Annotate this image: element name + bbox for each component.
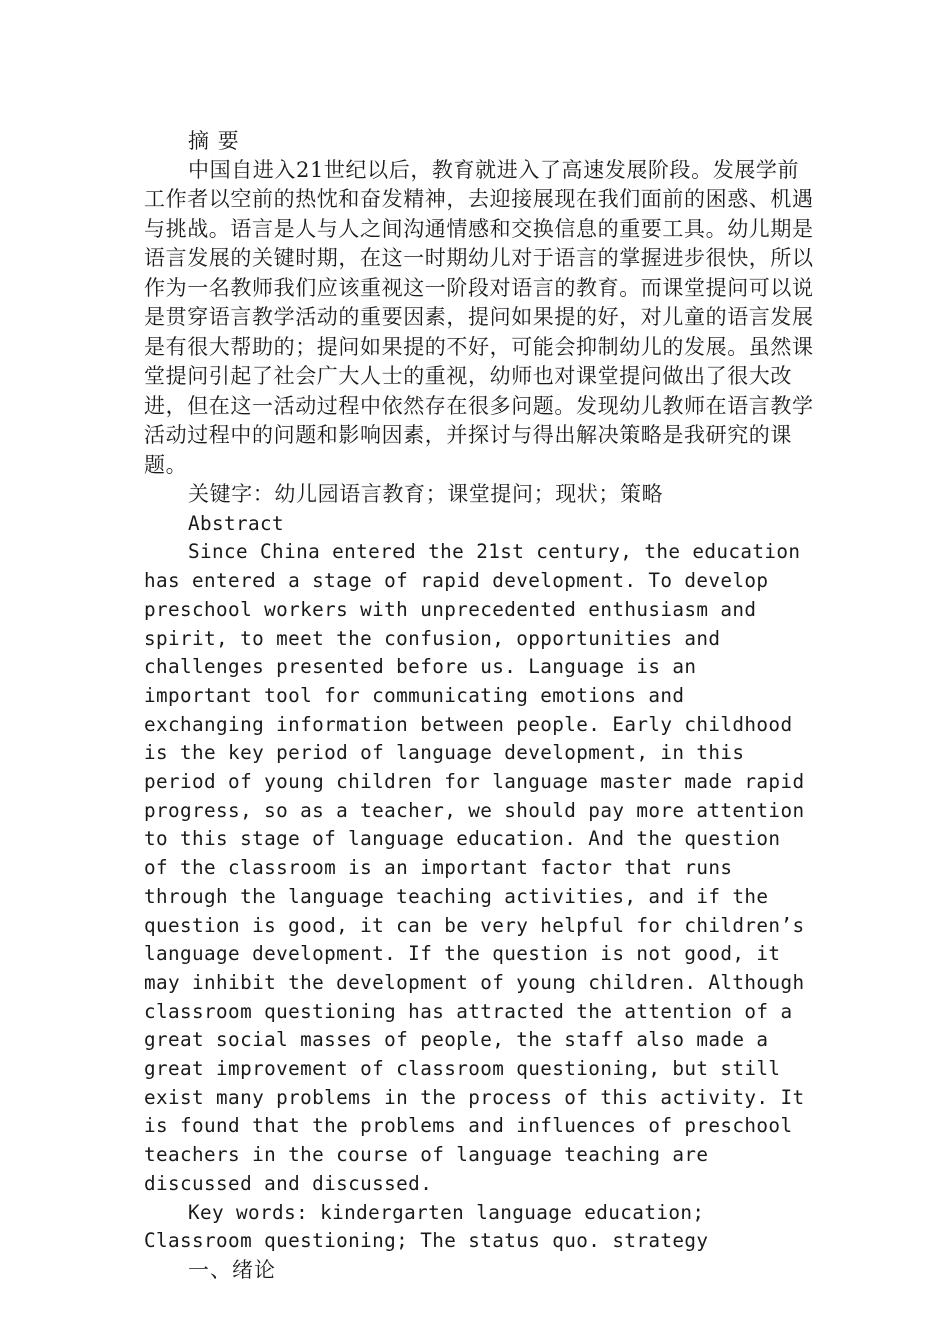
section-heading-introduction: 一、绪论 xyxy=(188,1257,276,1282)
keywords-cn: 关键字：幼儿园语言教育；课堂提问；现状；策略 xyxy=(188,482,664,507)
document-body xyxy=(144,127,816,1285)
abstract-body-cn: 中国自进入21世纪以后，教育就进入了高速发展阶段。发展学前工作者以空前的热忱和奋发精神，去迎接展现在我们面前的困惑、机遇与挑战。语言是人与人之间沟通情感和交换信息的重要工具。幼儿期是语言发展的关键时期，在这一时期幼儿对于语言的掌握进步很快，所以作为一名教师我们应该重视这一阶段对语言的教育。而课堂提问可以说是贯穿语言教学活动的重要因素，提问如果提的好，对儿童的语言发展是有很大帮助的；提问如果提的不好，可能会抑制幼儿的发展。虽然课堂提问引起了社会广大人士的重视，幼师也对课堂提问做出了很大改进，但在这一活动过程中依然存在很多问题。发现幼儿教师在语言教学活动过程中的问题和影响因素，并探讨与得出解决策略是我研究的课题。 xyxy=(144,157,814,477)
keywords-en: Key words: kindergarten language education; Classroom questioning; The status quo. strategy xyxy=(144,1200,709,1253)
abstract-body-en: Since China entered the 21st century, the education has entered a stage of rapid development. To develop preschool workers with unprecedented enthusiasm and spirit, to meet the confusion, opportunities and challenges presented before us. Language is an important tool for communicating emotions and exchanging information between people. Early childhood is the key period of language development, in this period of young children for language master made rapid progress, so as a teacher, we should pay more attention to this stage of language education. And the question of the classroom is an important factor that runs through the language teaching activities, and if the question is good, it can be very helpful for children’s language development. If the question is not good, it may inhibit the development of young children. Although classroom questioning has attracted the attention of a great social masses of people, the staff also made a great improvement of classroom questioning, but still exist many problems in the process of this activity. It is found that the problems and influences of preschool teachers in the course of language teaching are discussed and discussed. xyxy=(144,540,805,1195)
abstract-heading-cn: 摘 要 xyxy=(188,129,240,153)
abstract-heading-en: Abstract xyxy=(188,511,285,535)
